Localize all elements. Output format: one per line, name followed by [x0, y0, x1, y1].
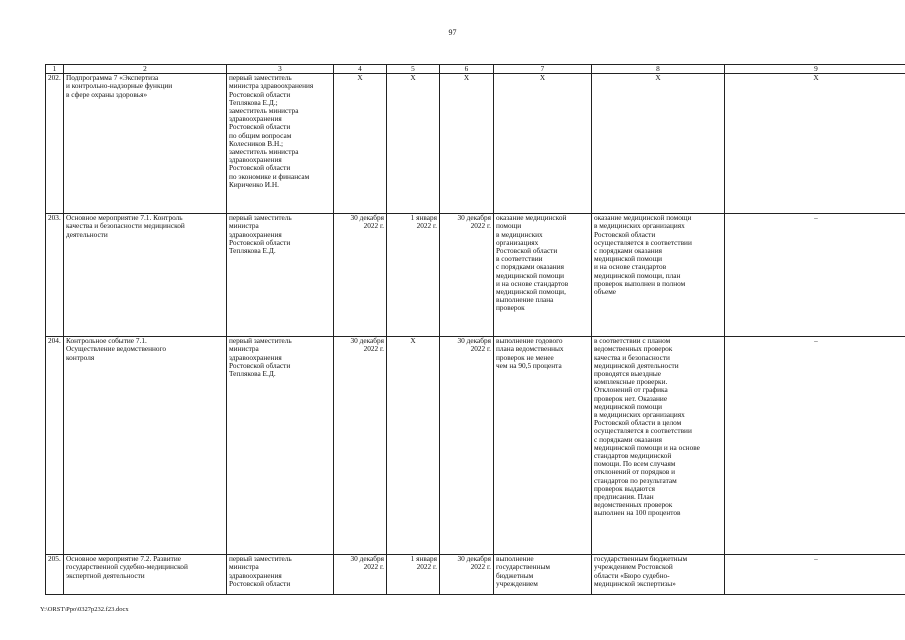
page-number: 97 [448, 28, 457, 37]
row-reasons: Х [725, 74, 905, 214]
row-actual-start: Х [387, 337, 440, 555]
file-path-footer: Y:\ORST\Ppo\0327p232.f23.docx [40, 606, 129, 613]
row-number: 205. [46, 555, 64, 595]
table-row [46, 337, 905, 555]
row-plan-end: 30 декабря 2022 г. [334, 214, 387, 337]
row-number: 203. [46, 214, 64, 337]
row-reasons: – [725, 337, 905, 555]
row-reasons: – [725, 214, 905, 337]
row-actual-result: государственным бюджетным учреждением Ростовской области «Бюро судебно- медицинской экспертизы» [592, 555, 725, 595]
table-row [46, 555, 905, 595]
row-plan-end: Х [334, 74, 387, 214]
column-header: 5 [387, 65, 440, 74]
table-row [46, 74, 905, 214]
row-actual-result: в соответствии с планом ведомственных проверок качества и безопасности медицинской деятельности проводятся выездные комплексные проверки. Отклонений от графика проверок нет. Оказание медицинской помощи в медицинских организациях Ростовской области в целом осуществляется в соответствии с порядками оказания медицинской помощи и на основе стандартов медицинской помощи. По всем случаям отклонений от порядков и стандартов по результатам проверок выдаются предписания. План ведомственных проверок выполнен на 100 процентов [592, 337, 725, 555]
column-header: 1 [46, 65, 64, 74]
row-actual-end: 30 декабря 2022 г. [440, 214, 494, 337]
column-header: 6 [440, 65, 494, 74]
column-header: 9 [725, 65, 905, 74]
row-planned-result: выполнение государственным бюджетным учреждением [494, 555, 592, 595]
row-reasons: – [725, 555, 905, 595]
row-actual-start: Х [387, 74, 440, 214]
row-planned-result: выполнение годового плана ведомственных проверок не менее чем на 90,5 процента [494, 337, 592, 555]
row-planned-result: Х [494, 74, 592, 214]
row-actual-end: Х [440, 74, 494, 214]
table-row [46, 214, 905, 337]
column-header: 4 [334, 65, 387, 74]
column-header: 7 [494, 65, 592, 74]
row-executor: первый заместитель министра здравоохранения Ростовской области [227, 555, 334, 595]
row-actual-end: 30 декабря 2022 г. [440, 555, 494, 595]
row-actual-start: 1 января 2022 г. [387, 214, 440, 337]
row-actual-end: 30 декабря 2022 г. [440, 337, 494, 555]
row-plan-end: 30 декабря 2022 г. [334, 337, 387, 555]
row-actual-start: 1 января 2022 г. [387, 555, 440, 595]
header-row [46, 65, 905, 74]
row-actual-result: оказание медицинской помощи в медицинских организациях Ростовской области осуществляется в соответствии с порядками оказания медицинской помощи и на основе стандартов медицинской помощи, план проверок выполнен в полном объеме [592, 214, 725, 337]
row-executor: первый заместитель министра здравоохранения Ростовской области Теплякова Е.Д. [227, 337, 334, 555]
row-executor: первый заместитель министра здравоохранения Ростовской области Теплякова Е.Д.; заместитель министра здравоохранения Ростовской области по общим вопросам Колесников В.Н.; заместитель министра здравоохранения Ростовской области по экономике и финансам Кириченко И.Н. [227, 74, 334, 214]
row-planned-result: оказание медицинской помощи в медицинских организациях Ростовской области в соответствии с порядками оказания медицинской помощи и на основе стандартов медицинской помощи, выполнение плана проверок [494, 214, 592, 337]
row-title: Подпрограмма 7 «Экспертиза и контрольно-надзорные функции в сфере охраны здоровья» [64, 74, 227, 214]
row-actual-result: Х [592, 74, 725, 214]
report-table [45, 64, 905, 595]
row-title: Контрольное событие 7.1. Осуществление ведомственного контроля [64, 337, 227, 555]
column-header: 8 [592, 65, 725, 74]
column-header: 2 [64, 65, 227, 74]
row-title: Основное мероприятие 7.2. Развитие государственной судебно-медицинской экспертной деятельности [64, 555, 227, 595]
row-number: 204. [46, 337, 64, 555]
row-title: Основное мероприятие 7.1. Контроль качества и безопасности медицинской деятельности [64, 214, 227, 337]
column-header: 3 [227, 65, 334, 74]
row-number: 202. [46, 74, 64, 214]
row-plan-end: 30 декабря 2022 г. [334, 555, 387, 595]
row-executor: первый заместитель министра здравоохранения Ростовской области Теплякова Е.Д. [227, 214, 334, 337]
